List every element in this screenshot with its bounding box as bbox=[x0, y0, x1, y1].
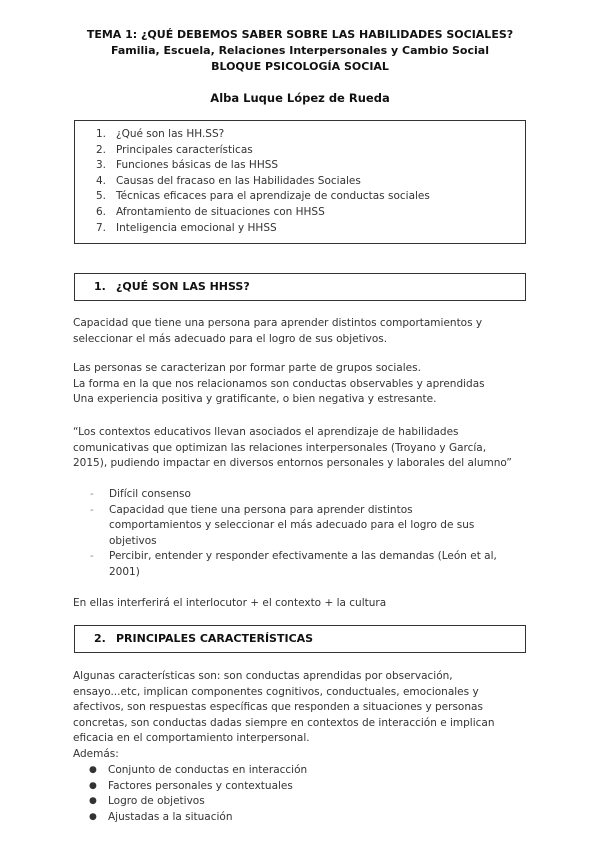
toc-item: 5. Técnicas eficaces para el aprendizaje de conductas sociales bbox=[96, 190, 430, 203]
dash-list bbox=[90, 487, 497, 581]
quote-paragraph: “Los contextos educativos llevan asociados el aprendizaje de habilidades comunicativas que optimizan las relaciones interpersonales (Troyano y García, 2015), pudiendo impactar en diversos entornos personales y laborales del alumno” bbox=[73, 426, 512, 470]
list-item: ● Logro de objetivos bbox=[89, 794, 307, 810]
bullet-icon: ● bbox=[89, 796, 97, 807]
bullet-list bbox=[89, 763, 307, 825]
toc-list bbox=[96, 127, 430, 236]
list-item: ● Ajustadas a la situación bbox=[89, 810, 307, 826]
bullet-icon: ● bbox=[89, 811, 97, 822]
characteristics-paragraph: Algunas características son: son conductas aprendidas por observación, ensayo...etc, implican componentes cognitivos, conductuales, emocionales y afectivos, son respuestas específicas que responden a situaciones y personas concretas, son conductas dadas siempre en contextos de interacción e implican eficacia en el comportamiento interpersonal. Además: bbox=[73, 670, 495, 760]
bullet-icon: ● bbox=[89, 780, 97, 791]
header-block-title: BLOQUE PSICOLOGÍA SOCIAL bbox=[211, 60, 389, 73]
groups-paragraph: Las personas se caracterizan por formar parte de grupos sociales. La forma en la que nos relacionamos son conductas observables y aprendidas Una experiencia positiva y gratificante, o bien negativa y estresante. bbox=[73, 362, 485, 406]
list-item: - Difícil consenso bbox=[90, 488, 191, 500]
header-subject-title: Familia, Escuela, Relaciones Interpersonales y Cambio Social bbox=[111, 44, 489, 57]
section-number: 2. bbox=[94, 632, 106, 645]
definition-paragraph: Capacidad que tiene una persona para aprender distintos comportamientos y seleccionar el más adecuado para el logro de sus objetivos. bbox=[73, 317, 483, 345]
bullet-icon: ● bbox=[89, 765, 97, 775]
section-number: 1. bbox=[94, 280, 106, 293]
list-item: - Percibir, entender y responder efectivamente a las demandas (León et al, 2001) bbox=[90, 550, 497, 578]
table-of-contents bbox=[74, 120, 526, 244]
toc-item: 4. Causas del fracaso en las Habilidades Sociales bbox=[96, 174, 361, 187]
list-item: - Capacidad que tiene una persona para aprender distintos comportamientos y seleccionar el más adecuado para el logro de sus objetivos bbox=[90, 503, 475, 547]
list-item: ● Factores personales y contextuales bbox=[89, 779, 307, 795]
toc-item: 3. Funciones básicas de las HHSS bbox=[96, 159, 279, 172]
toc-item: 1. ¿Qué son las HH.SS? bbox=[96, 128, 225, 140]
header-topic-title: TEMA 1: ¿QUÉ DEBEMOS SABER SOBRE LAS HABILIDADES SOCIALES? bbox=[86, 28, 514, 41]
toc-item: 6. Afrontamiento de situaciones con HHSS bbox=[96, 205, 325, 218]
section-2-heading bbox=[74, 625, 526, 653]
toc-item: 2. Principales características bbox=[96, 143, 253, 156]
list-item: ● Conjunto de conductas en interacción bbox=[89, 763, 307, 779]
section-1-heading bbox=[74, 273, 526, 301]
author-name: Alba Luque López de Rueda bbox=[210, 91, 390, 105]
section-title: PRINCIPALES CARACTERÍSTICAS bbox=[116, 632, 314, 645]
toc-item: 7. Inteligencia emocional y HHSS bbox=[96, 221, 277, 234]
document-header bbox=[0, 27, 600, 75]
section-title: ¿QUÉ SON LAS HHSS? bbox=[116, 280, 250, 293]
closing-paragraph: En ellas interferirá el interlocutor + el contexto + la cultura bbox=[73, 597, 387, 609]
